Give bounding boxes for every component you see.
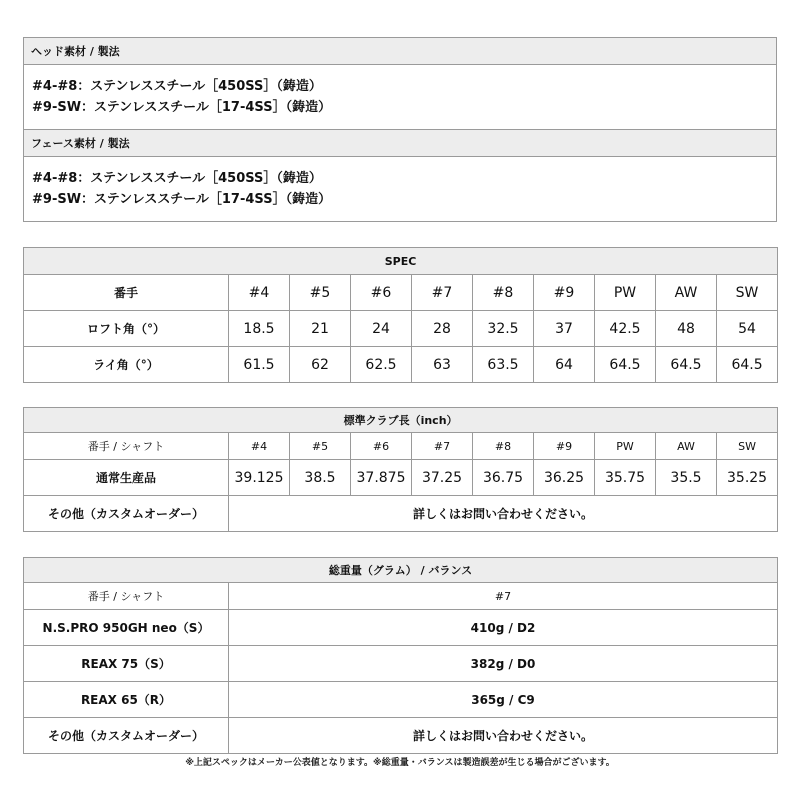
club-length-cell: 36.75 [473, 460, 534, 496]
footnote: ※上記スペックはメーカー公表値となります。※総重量・バランスは製造誤差が生じる場合がございます。 [185, 758, 615, 768]
spec-row-loft [24, 311, 778, 347]
weight-balance-table [23, 557, 778, 754]
spec-club-header: SW [717, 275, 778, 311]
weight-row-label: REAX 65（R） [24, 682, 229, 718]
weight-title: 総重量（グラム） / バランス [24, 558, 778, 583]
spec-club-header: #6 [351, 275, 412, 311]
spec-cell: 63.5 [473, 347, 534, 383]
weight-row [24, 682, 778, 718]
weight-header-label: 番手 / シャフト [24, 583, 229, 610]
spec-club-header: PW [595, 275, 656, 311]
weight-row-value: 410g / D2 [229, 610, 778, 646]
spec-club-header: #9 [534, 275, 595, 311]
spec-cell: 64.5 [595, 347, 656, 383]
club-length-club-header: #5 [290, 433, 351, 460]
spec-cell: 48 [656, 311, 717, 347]
spec-cell: 62.5 [351, 347, 412, 383]
spec-cell: 32.5 [473, 311, 534, 347]
head-material-title: ヘッド素材 / 製法 [24, 38, 777, 65]
club-length-cell: 36.25 [534, 460, 595, 496]
club-length-standard-row [24, 460, 778, 496]
club-length-cell: 35.5 [656, 460, 717, 496]
spec-table [23, 247, 778, 383]
spec-club-header: AW [656, 275, 717, 311]
spec-row-label: ライ角（°） [24, 347, 229, 383]
weight-row-value: 382g / D0 [229, 646, 778, 682]
spec-row-label: ロフト角（°） [24, 311, 229, 347]
face-material-body [24, 157, 777, 222]
contact-note: 詳しくはお問い合わせください。 [229, 496, 778, 532]
club-length-header-label: 番手 / シャフト [24, 433, 229, 460]
club-length-title: 標準クラブ長（inch） [24, 408, 778, 433]
club-length-cell: 37.875 [351, 460, 412, 496]
club-length-club-header: #4 [229, 433, 290, 460]
spec-cell: 64 [534, 347, 595, 383]
spec-club-header: #7 [412, 275, 473, 311]
spec-cell: 18.5 [229, 311, 290, 347]
club-length-club-header: #7 [412, 433, 473, 460]
club-length-club-header: #8 [473, 433, 534, 460]
face-material-line-1: #4-#8：ステンレススチール［450SS］（鋳造） [32, 171, 322, 186]
head-material-body [24, 65, 777, 130]
face-material-title: フェース素材 / 製法 [24, 130, 777, 157]
head-material-line-1: #4-#8：ステンレススチール［450SS］（鋳造） [32, 79, 322, 94]
club-length-table [23, 407, 778, 532]
spec-cell: 24 [351, 311, 412, 347]
spec-cell: 42.5 [595, 311, 656, 347]
club-length-cell: 37.25 [412, 460, 473, 496]
spec-club-header: #8 [473, 275, 534, 311]
spec-cell: 62 [290, 347, 351, 383]
spec-cell: 64.5 [656, 347, 717, 383]
spec-cell: 37 [534, 311, 595, 347]
club-length-club-header: SW [717, 433, 778, 460]
spec-cell: 63 [412, 347, 473, 383]
head-material-line-2: #9-SW：ステンレススチール［17-4SS］（鋳造） [32, 100, 332, 115]
club-length-cell: 35.25 [717, 460, 778, 496]
spec-cell: 28 [412, 311, 473, 347]
spec-cell: 61.5 [229, 347, 290, 383]
club-length-row-label: その他（カスタムオーダー） [24, 496, 229, 532]
spec-cell: 54 [717, 311, 778, 347]
club-length-cell: 35.75 [595, 460, 656, 496]
spec-title: SPEC [24, 248, 778, 275]
weight-row [24, 610, 778, 646]
weight-row [24, 646, 778, 682]
weight-row-value: 365g / C9 [229, 682, 778, 718]
spec-cell: 21 [290, 311, 351, 347]
club-length-cell: 38.5 [290, 460, 351, 496]
face-material-line-2: #9-SW：ステンレススチール［17-4SS］（鋳造） [32, 192, 332, 207]
club-length-club-header: #9 [534, 433, 595, 460]
club-length-club-header: #6 [351, 433, 412, 460]
club-length-cell: 39.125 [229, 460, 290, 496]
spec-club-header: #4 [229, 275, 290, 311]
club-length-custom-row [24, 496, 778, 532]
weight-row-label: N.S.PRO 950GH neo（S） [24, 610, 229, 646]
weight-row-label: REAX 75（S） [24, 646, 229, 682]
weight-row [24, 718, 778, 754]
club-length-club-header: PW [595, 433, 656, 460]
club-length-club-header: AW [656, 433, 717, 460]
spec-row-lie [24, 347, 778, 383]
spec-club-header: #5 [290, 275, 351, 311]
weight-row-label: その他（カスタムオーダー） [24, 718, 229, 754]
spec-cell: 64.5 [717, 347, 778, 383]
weight-column-header: #7 [229, 583, 778, 610]
spec-header-label: 番手 [24, 275, 229, 311]
weight-row-value: 詳しくはお問い合わせください。 [229, 718, 778, 754]
materials-table [23, 37, 777, 222]
club-length-row-label: 通常生産品 [24, 460, 229, 496]
